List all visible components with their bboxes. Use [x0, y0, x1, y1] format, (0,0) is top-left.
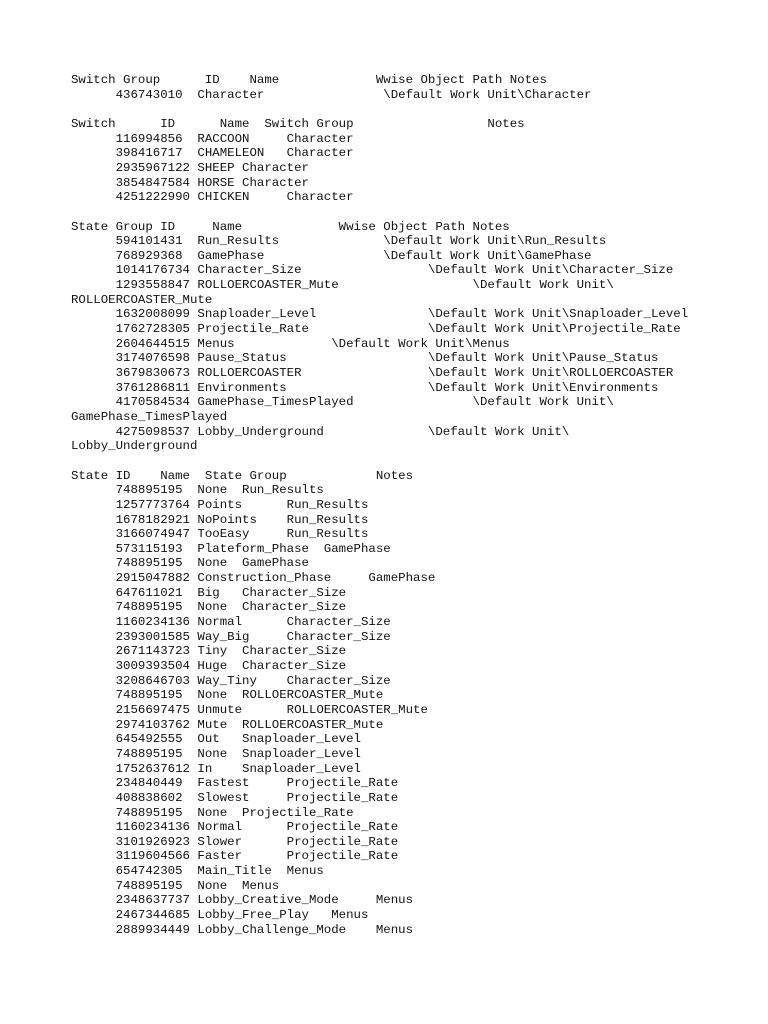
text-line: 748895195 None Run_Results [71, 483, 324, 498]
text-line: 1678182921 NoPoints Run_Results [71, 512, 369, 527]
text-line: 654742305 Main_Title Menus [71, 864, 324, 879]
text-line: ROLLOERCOASTER_Mute [71, 292, 213, 307]
text-line: Switch Group ID Name Wwise Object Path Notes [71, 73, 547, 87]
text-line: 2935967122 SHEEP Character [71, 160, 309, 175]
text-line: 1257773764 Points Run_Results [71, 497, 369, 512]
text-line: 3679830673 ROLLOERCOASTER \Default Work Unit\ROLLOERCOASTER [71, 366, 674, 380]
text-line: 2604644515 Menus \Default Work Unit\Menus [71, 336, 510, 351]
text-line: 4275098537 Lobby_Underground \Default Work Unit\ [71, 424, 570, 439]
text-line: 398416717 CHAMELEON Character [71, 146, 354, 161]
text-line: 748895195 None Snaploader_Level [71, 746, 361, 761]
text-line: 768929368 GamePhase \Default Work Unit\GamePhase [71, 248, 592, 263]
text-line: 4170584534 GamePhase_TimesPlayed \Default Work Unit\ [71, 395, 614, 410]
text-line: 3119604566 Faster Projectile_Rate [71, 849, 399, 864]
text-line: 1014176734 Character_Size \Default Work Unit\Character_Size [71, 263, 674, 278]
text-line: 1762728305 Projectile_Rate \Default Work Unit\Projectile_Rate [71, 322, 681, 337]
text-line: GamePhase_TimesPlayed [71, 409, 228, 424]
text-line: 408838602 Slowest Projectile_Rate [71, 790, 399, 805]
text-line: 3761286811 Environments \Default Work Unit\Environments [71, 380, 659, 395]
text-line: State Group ID Name Wwise Object Path Notes [71, 219, 510, 234]
text-line: 2974103762 Mute ROLLOERCOASTER_Mute [71, 717, 384, 732]
text-line: 573115193 Plateform_Phase GamePhase [71, 541, 391, 556]
text-line: 2348637737 Lobby_Creative_Mode Menus [71, 893, 414, 908]
text-line: 234840449 Fastest Projectile_Rate [71, 776, 399, 791]
text-line: 1752637612 In Snaploader_Level [71, 761, 361, 776]
text-line: 748895195 None ROLLOERCOASTER_Mute [71, 688, 384, 703]
text-line: 2671143723 Tiny Character_Size [71, 644, 347, 659]
text-line: 1632008099 Snaploader_Level \Default Work Unit\Snaploader_Level [71, 307, 689, 322]
text-line: 2915047882 Construction_Phase GamePhase [71, 571, 436, 586]
text-line: 3174076598 Pause_Status \Default Work Unit\Pause_Status [71, 351, 659, 366]
text-line: 1293558847 ROLLOERCOASTER_Mute \Default Work Unit\ [71, 278, 614, 293]
text-line: Switch ID Name Switch Group Notes [71, 116, 525, 131]
text-line: 116994856 RACCOON Character [71, 131, 354, 146]
text-line: 645492555 Out Snaploader_Level [71, 732, 361, 747]
text-line: 748895195 None GamePhase [71, 556, 309, 571]
text-line: Lobby_Underground [71, 439, 198, 454]
text-line: 2393001585 Way_Big Character_Size [71, 629, 391, 644]
text-line: 3208646703 Way_Tiny Character_Size [71, 673, 391, 688]
text-line: 594101431 Run_Results \Default Work Unit\Run_Results [71, 234, 607, 249]
text-line: 748895195 None Character_Size [71, 600, 347, 615]
text-line: 1160234136 Normal Projectile_Rate [71, 820, 399, 835]
text-line: 436743010 Character \Default Work Unit\Character [71, 87, 592, 102]
text-line: 3854847584 HORSE Character [71, 175, 309, 190]
text-line: 647611021 Big Character_Size [71, 585, 347, 600]
text-line: 2889934449 Lobby_Challenge_Mode Menus [71, 922, 414, 937]
text-line: 3166074947 TooEasy Run_Results [71, 527, 369, 542]
text-line: 748895195 None Menus [71, 878, 280, 893]
text-line: 748895195 None Projectile_Rate [71, 805, 354, 820]
text-line: 3101926923 Slower Projectile_Rate [71, 834, 399, 849]
text-line: 2467344685 Lobby_Free_Play Menus [71, 908, 369, 923]
text-line: 2156697475 Unmute ROLLOERCOASTER_Mute [71, 702, 428, 717]
text-line: 3009393504 Huge Character_Size [71, 659, 347, 673]
text-line: 4251222990 CHICKEN Character [71, 190, 354, 205]
text-line: 1160234136 Normal Character_Size [71, 615, 391, 630]
text-line: State ID Name State Group Notes [71, 468, 414, 483]
